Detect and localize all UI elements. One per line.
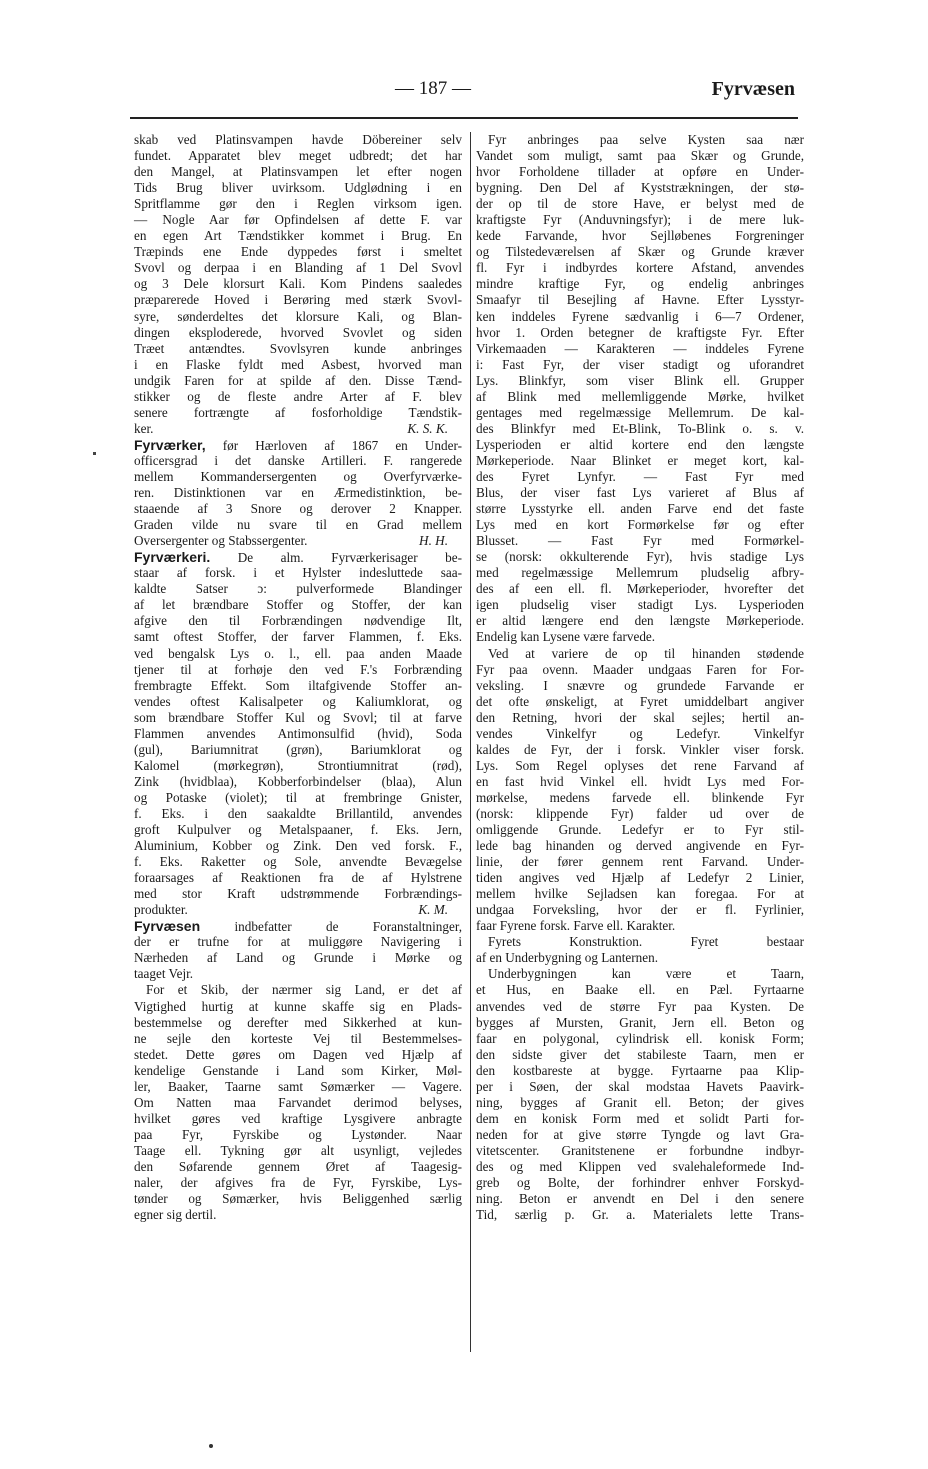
line-text: mindre kraftige Fyr, og endelig anbringes (476, 276, 804, 292)
line-text: Nærheden af Land og Grunde i Mørke og (134, 950, 462, 966)
line-text: Endelig kan Lysene være farvede. (476, 629, 656, 645)
line-text: der er trufne for at muliggøre Navigering i (134, 934, 462, 950)
text-line (476, 260, 804, 276)
line-text: med regelmæssige Mellemrum pludselig afbry- (476, 565, 804, 581)
text-line (134, 405, 462, 421)
text-line (476, 517, 804, 533)
line-text: neden for at give større Tyngde og lavt Gra- (476, 1126, 804, 1142)
line-text: der op til de store Have, er belyst med de (476, 196, 804, 212)
text-line (134, 758, 462, 774)
line-text: fundet. Apparatet blev meget udbredt; det har (134, 148, 462, 164)
line-text: ning, bygges af Granit ell. Beton; der gives (476, 1094, 804, 1110)
text-line (476, 549, 804, 565)
line-text: stedet. Dette gøres om Dagen ved Hjælp af (134, 1046, 462, 1062)
line-text: kendelige Genstande i Land som Kirker, Møl- (134, 1062, 462, 1078)
text-line (134, 1095, 462, 1111)
right-column (476, 132, 804, 1223)
text-line (134, 1079, 462, 1095)
line-text: Ved at variere de op til hinanden stødende (488, 645, 804, 661)
text-line (476, 132, 804, 148)
line-text: tønder og Sømærker, hvis Beliggenhed særlig (134, 1191, 462, 1207)
text-line (476, 1095, 804, 1111)
header-rule (130, 117, 798, 119)
line-text: Smaafyr til Besejling af Havne. Efter Lysstyr- (476, 292, 804, 308)
text-line (134, 806, 462, 822)
text-line (134, 790, 462, 806)
text-line (134, 1127, 462, 1143)
line-text: — Nogle Aar før Opfindelsen af dette F. var (134, 212, 462, 228)
text-line (476, 999, 804, 1015)
text-line (134, 870, 462, 886)
text-line (134, 309, 462, 325)
text-line (134, 1207, 462, 1223)
line-text: i en Flaske fyldt med Asbest, hvorved man (134, 356, 462, 372)
line-text: Spritflamme gør den i Reglen virksom igen. (134, 196, 462, 212)
text-line (134, 1191, 462, 1207)
text-line (134, 196, 462, 212)
line-text: ker. (134, 420, 154, 436)
text-line (134, 1031, 462, 1047)
line-text: des og med Klippen ved svalehaleformede Ind- (476, 1159, 804, 1174)
text-line (134, 581, 462, 597)
text-line (134, 341, 462, 357)
text-line (476, 292, 804, 308)
line-text: og 3 Dele klorsurt Kali. Kom Pindens saaledes (134, 276, 462, 292)
text-line (476, 485, 804, 501)
line-text: vitetscenter. Granitstenene er forbundne indbyr- (476, 1142, 804, 1158)
line-text: Vandet som muligt, samt paa Skær og Grunde, (476, 148, 804, 164)
text-line (134, 613, 462, 629)
line-text: ved bengalsk Lys o. l., ell. paa anden Maade (134, 645, 462, 661)
text-line (476, 918, 804, 934)
left-column (134, 132, 462, 1223)
text-line (476, 212, 804, 228)
text-line (134, 421, 462, 437)
text-line (476, 244, 804, 260)
text-line (134, 501, 462, 517)
line-text: Taage ell. Tykning gør alt usynligt, vejledes (134, 1142, 462, 1158)
text-line (134, 1063, 462, 1079)
text-line (134, 373, 462, 389)
text-line (134, 678, 462, 694)
text-line (476, 694, 804, 710)
text-line (476, 180, 804, 196)
line-text: vendes Vinkelfyr og Ledefyr. Vinkelfyr (476, 725, 804, 741)
text-line (134, 260, 462, 276)
text-line (134, 517, 462, 533)
text-line (476, 196, 804, 212)
line-text: større Lysstyrke ell. anden Farve end det faste (476, 501, 804, 517)
author-signature: K. M. (418, 902, 448, 918)
line-text: (gul), Bariumnitrat (grøn), Bariumklorat og (134, 741, 462, 757)
text-line (476, 822, 804, 838)
line-text: tjener til at forhøje den ved F.'s Forbrænding (134, 661, 462, 677)
text-line (476, 357, 804, 373)
line-text: paa Fyr, Fyrskibe og Lystønder. Naar (134, 1126, 462, 1142)
text-line (476, 982, 804, 998)
line-text: Lys. Blinkfyr, som viser Blink ell. Grupper (476, 372, 804, 388)
text-line (476, 597, 804, 613)
line-text: samt oftest Stoffer, der farver Flammen, f. Eks. (134, 629, 462, 645)
line-text: indbefatter de Foranstaltninger, (200, 919, 462, 935)
line-text: den Mangel, at Platinsvampen let efter nogen (134, 164, 462, 180)
text-line (476, 1079, 804, 1095)
line-text: produkter. (134, 902, 188, 918)
line-text: skab ved Platinsvampen havde Döbereiner selv (134, 132, 462, 147)
text-line (476, 1143, 804, 1159)
line-text: lede bag hinanden og derved angivende en Fyr- (476, 838, 804, 854)
line-text: Lys med en kort Formørkelse før og efter (476, 517, 804, 533)
page-number: — 187 — (395, 78, 471, 99)
text-line (134, 164, 462, 180)
text-line (476, 373, 804, 389)
text-line (134, 966, 462, 982)
line-text: des af een ell. fl. Mørkeperioder, hvorefter det (476, 581, 804, 597)
line-text: per i Søen, der skal modstaa Havets Paavirk- (476, 1078, 804, 1094)
text-line (476, 581, 804, 597)
line-text: officersgrad i det danske Artilleri. F. rangerede (134, 452, 462, 468)
line-text: hvilket gøres ved kraftige Lysgivere anbragte (134, 1110, 462, 1126)
text-line (476, 950, 804, 966)
line-text: fl. Fyr i indbyrdes kortere Afstand, anvendes (476, 260, 804, 276)
page-speck (209, 1444, 213, 1448)
text-line (134, 437, 462, 453)
text-line (134, 662, 462, 678)
text-line (476, 726, 804, 742)
text-line (134, 646, 462, 662)
line-text: Underbygningen kan være et Taarn, (488, 966, 804, 982)
text-line (134, 822, 462, 838)
text-line (476, 1063, 804, 1079)
line-text: det ofte ønskeligt, at Fyret umiddelbart angiver (476, 693, 804, 709)
text-line (134, 838, 462, 854)
text-line (476, 565, 804, 581)
line-text: er altid længere end den længste Mørkeperiode. (476, 613, 804, 629)
line-text: en egen Art Tændstikker kommet i Brug. En (134, 228, 462, 244)
text-line (476, 1111, 804, 1127)
text-line (134, 629, 462, 645)
text-line (134, 886, 462, 902)
text-line (134, 774, 462, 790)
line-text: af en Underbygning og Lanternen. (476, 950, 658, 966)
line-text: des Fyret Lynfyr. — Fast Fyr med (476, 468, 804, 484)
text-line (134, 1159, 462, 1175)
text-line (476, 405, 804, 421)
line-text: mellem hvilke Sejladsen kan foregaa. For at (476, 886, 804, 902)
text-line (476, 437, 804, 453)
text-line (476, 1159, 804, 1175)
text-line (134, 180, 462, 196)
text-line (476, 276, 804, 292)
line-text: hvor Forholdene tillader at opføre en Under- (476, 164, 804, 180)
line-text: undgaa Forveksling, hvor der er fl. Fyrlinier, (476, 902, 804, 918)
line-text: mellem Kommandersergenten og Overfyrværke- (134, 468, 462, 484)
text-line (476, 1015, 804, 1031)
text-line (476, 148, 804, 164)
line-text: For et Skib, der nærmer sig Land, er det af (146, 982, 462, 998)
text-line (134, 357, 462, 373)
text-line (476, 389, 804, 405)
text-line (476, 325, 804, 341)
line-text: undgik Faren for at spilde af den. Disse Tænd- (134, 372, 462, 388)
entry-headword: Fyrvæsen (134, 918, 201, 935)
text-line (134, 228, 462, 244)
line-text: Flammen anvendes Antimonsulfid (hvid), Soda (134, 725, 462, 741)
line-text: ken inddeles Fyrene sædvanlig i 6—7 Ordener, (476, 308, 804, 324)
text-line (476, 469, 804, 485)
text-line (476, 934, 804, 950)
text-line (476, 774, 804, 790)
line-text: syre, sønderdeltes det klorsure Kali, og Blan- (134, 308, 462, 324)
text-line (134, 918, 462, 934)
line-text: foraarsages af Reaktionen fra de af Hylstrene (134, 870, 462, 886)
line-text: i: Fast Fyr, der viser stadigt og uforandret (476, 356, 804, 372)
text-line (476, 710, 804, 726)
author-signature: K. S. K. (407, 420, 448, 436)
text-line (476, 966, 804, 982)
text-line (476, 806, 804, 822)
text-line (134, 854, 462, 870)
text-line (476, 228, 804, 244)
text-line (134, 485, 462, 501)
text-line (476, 870, 804, 886)
line-text: bygning. Den Del af Kyststrækningen, der stø- (476, 180, 804, 196)
line-text: naler, der afgives fra de Fyr, Fyrskibe, Lys- (134, 1175, 462, 1191)
line-text: Fyrets Konstruktion. Fyret bestaar (488, 934, 804, 950)
line-text: gentages med regelmæssige Mellemrum. De kal- (476, 404, 804, 420)
text-line (134, 1175, 462, 1191)
text-line (476, 1191, 804, 1207)
line-text: f. Eks. Raketter og Sole, anvendte Bevægelse (134, 854, 462, 870)
line-text: Fyr anbringes paa selve Kysten saa nær (488, 132, 804, 147)
line-text: greb og Bolte, der forhindrer enhver Forskyd- (476, 1175, 804, 1191)
line-text: den Søfarende gennem Øret af Taagesig- (134, 1159, 462, 1174)
text-line (134, 934, 462, 950)
line-text: Træpinds ene Ende dyppedes først i smeltet (134, 244, 462, 260)
text-line (476, 421, 804, 437)
margin-mark (93, 452, 96, 455)
line-text: Vigtighed hurtig at kunne skaffe sig en Plads- (134, 998, 462, 1014)
text-line (476, 886, 804, 902)
text-line (134, 533, 462, 549)
text-line (476, 646, 804, 662)
text-line (134, 742, 462, 758)
text-line (134, 132, 462, 148)
line-text: Fyr paa ovenn. Maader undgaas Faren for For- (476, 661, 804, 677)
author-signature: H. H. (419, 533, 448, 549)
line-text: faar Fyrene forsk. Farve ell. Karakter. (476, 918, 676, 934)
line-text: se (norsk: okkulterende Fyr), hvis stadige Lys (476, 549, 804, 565)
line-text: kaldte Satser ɔ: pulverformede Blandinger (134, 581, 462, 597)
line-text: veksling. I snævre og grundede Farvande er (476, 677, 804, 693)
line-text: f. Eks. i den saakaldte Brillantild, anvendes (134, 805, 462, 821)
line-text: Tid, særlig p. Gr. a. Materialets lette Trans- (476, 1207, 804, 1223)
line-text: hvor 1. Orden betegner de kraftigste Fyr. Efter (476, 324, 804, 340)
line-text: Om Natten maa Farvandet derimod belyses, (134, 1094, 462, 1110)
line-text: ne sejle den korteste Vej til Bestemmelses- (134, 1030, 462, 1046)
line-text: (norsk: klippende Fyr) falder ud over de (476, 805, 804, 821)
text-line (476, 533, 804, 549)
line-text: senere fortrængte af fosforholdige Tændstik- (134, 404, 462, 420)
line-text: kraftigste Fyr (Anduvningsfyr); i de mere luk- (476, 212, 804, 228)
line-text: Graden vilde nu svare til en Grad mellem (134, 517, 462, 533)
text-line (134, 453, 462, 469)
line-text: dem en konisk Form med et solidt Parti for- (476, 1110, 804, 1126)
entry-headword: Fyrværker, (134, 436, 206, 453)
text-line (476, 854, 804, 870)
page-header (130, 78, 795, 110)
line-text: vendes oftest Kalisalpeter og Kaliumklorat, og (134, 693, 462, 709)
text-line (134, 710, 462, 726)
text-line (134, 1047, 462, 1063)
line-text: Svovl og derpaa i en Blanding af 1 Del Svovl (134, 260, 462, 276)
line-text: og Potaske (violet); til at frembringe Gnister, (134, 789, 462, 805)
text-line (134, 726, 462, 742)
text-line (134, 999, 462, 1015)
line-text: med stor Kraft udstrømmende Forbrændings- (134, 886, 462, 902)
line-text: Tids Brug bliver uvirksom. Udglødning i en (134, 180, 462, 196)
text-line (134, 902, 462, 918)
text-line (476, 309, 804, 325)
text-line (476, 1207, 804, 1223)
line-text: Blus, der viser fast Lys varieret af Blus af (476, 485, 804, 501)
text-line (476, 1175, 804, 1191)
line-text: Oversergenter og Stabssergenter. (134, 533, 308, 549)
line-text: Lys. Som Regel oplyses det rene Farvand af (476, 757, 804, 773)
line-text: af let brændbare Stoffer og Stoffer, der kan (134, 597, 462, 613)
text-line (476, 838, 804, 854)
text-line (476, 613, 804, 629)
line-text: igen pludselig viser stadigt Lys. Lysperioden (476, 597, 804, 613)
text-line (134, 325, 462, 341)
entry-headword: Fyrværkeri. (134, 549, 211, 566)
running-head: Fyrvæsen (711, 78, 795, 100)
line-text: mørkelse, medens farvede ell. blinkende Fyr (476, 789, 804, 805)
text-line (476, 164, 804, 180)
line-text: som brændbare Stoffer Kul og Svovl; til at farve (134, 709, 462, 725)
text-line (134, 982, 462, 998)
text-line (134, 694, 462, 710)
line-text: ning. Beton er anvendt en Del i den senere (476, 1191, 804, 1207)
text-line (134, 244, 462, 260)
text-line (476, 662, 804, 678)
line-text: egner sig dertil. (134, 1207, 217, 1223)
line-text: linie, der fører gennem rent Farvand. Under- (476, 854, 804, 870)
line-text: staaende af 3 Snore og derover 2 Knapper. (134, 501, 462, 517)
text-line (476, 678, 804, 694)
line-text: kaldes de Fyr, der i forsk. Vinkler viser forsk. (476, 741, 804, 757)
text-line (134, 565, 462, 581)
text-line (476, 1031, 804, 1047)
line-text: bygges af Mursten, Granit, Jern ell. Beton og (476, 1014, 804, 1030)
line-text: før Hærloven af 1867 en Under- (205, 437, 462, 453)
line-text: af Blink med mellemliggende Mørke, hvilket (476, 388, 804, 404)
line-text: kede Farvande, hvor Sejlløbenes Forgreninger (476, 228, 804, 244)
line-text: ler, Baaker, Taarne samt Sømærker — Vagere. (134, 1078, 462, 1094)
line-text: des Blinkfyr med Et-Blink, To-Blink o. s. v. (476, 420, 804, 436)
text-line (476, 902, 804, 918)
line-text: De alm. Fyrværkerisager be- (210, 550, 462, 566)
line-text: og Tilstedeværelsen af Skær og Grunde kræver (476, 244, 804, 260)
line-text: et Hus, en Baake ell. en Pæl. Fyrtaarne (476, 982, 804, 998)
line-text: den kostbareste at bygge. Fyrtaarne paa Klip- (476, 1062, 804, 1078)
line-text: anvendes ved de større Fyr paa Kysten. De (476, 998, 804, 1014)
text-line (134, 1015, 462, 1031)
text-line (134, 469, 462, 485)
text-line (476, 790, 804, 806)
text-line (134, 276, 462, 292)
text-line (134, 549, 462, 565)
text-line (476, 629, 804, 645)
line-text: Zink (hvidblaa), Kobberforbindelser (blaa), Alun (134, 773, 462, 789)
line-text: Kalomel (mørkegrøn), Strontiumnitrat (rød), (134, 757, 462, 773)
line-text: ren. Distinktionen var en Ærmedistinktion, be- (134, 485, 462, 501)
line-text: Blusset. — Fast Fyr med Formørkel- (476, 533, 804, 549)
text-line (476, 758, 804, 774)
text-line (476, 1127, 804, 1143)
text-line (476, 742, 804, 758)
text-line (134, 148, 462, 164)
line-text: tiden angives ved Hjælp af Ledefyr 2 Linier, (476, 870, 804, 886)
column-divider (470, 132, 471, 1352)
line-text: Lysperioden er altid kortere end den længste (476, 436, 804, 452)
line-text: frembragte Effekt. Som iltafgivende Stoffer an- (134, 677, 462, 693)
text-line (134, 292, 462, 308)
line-text: præparerede Hoved i Berøring med stærk Svovl- (134, 292, 462, 308)
line-text: omliggende Grunde. Ledefyr er to Fyr stil- (476, 822, 804, 838)
line-text: bestemmelse og derefter med Sikkerhed at kun- (134, 1014, 462, 1030)
line-text: den Retning, hvori der skal sejles; hertil an- (476, 709, 804, 725)
line-text: Virkemaaden — Karakteren — inddeles Fyrene (476, 340, 804, 356)
text-line (134, 950, 462, 966)
text-line (134, 1143, 462, 1159)
line-text: en fast hvid Vinkel ell. hvidt Lys med For- (476, 773, 804, 789)
line-text: groft Kulpulver og Metalspaaner, f. Eks. Jern, (134, 822, 462, 838)
line-text: den sidste giver det stabileste Taarn, men er (476, 1046, 804, 1062)
line-text: taaget Vejr. (134, 966, 194, 982)
line-text: stikker og de fleste andre Arter af F. blev (134, 388, 462, 404)
line-text: Aluminium, Kobber og Zink. Den ved forsk. F., (134, 838, 462, 854)
text-line (134, 1111, 462, 1127)
line-text: Mørkeperiode. Naar Blinket er meget kort, kal- (476, 452, 804, 468)
text-line (476, 453, 804, 469)
line-text: faar en polygonal, cylindrisk ell. konisk Form; (476, 1030, 804, 1046)
text-line (476, 341, 804, 357)
text-line (134, 597, 462, 613)
text-line (134, 212, 462, 228)
line-text: staar af forsk. i et Hylster indesluttede saa- (134, 565, 462, 581)
text-line (134, 389, 462, 405)
line-text: Træet antændtes. Svovlsyren kunde anbringes (134, 340, 462, 356)
text-line (476, 501, 804, 517)
text-line (476, 1047, 804, 1063)
line-text: afgive den til Forbrændingen nødvendige Ilt, (134, 613, 462, 629)
line-text: dingen eksploderede, hvorved Svovlet og siden (134, 324, 462, 340)
